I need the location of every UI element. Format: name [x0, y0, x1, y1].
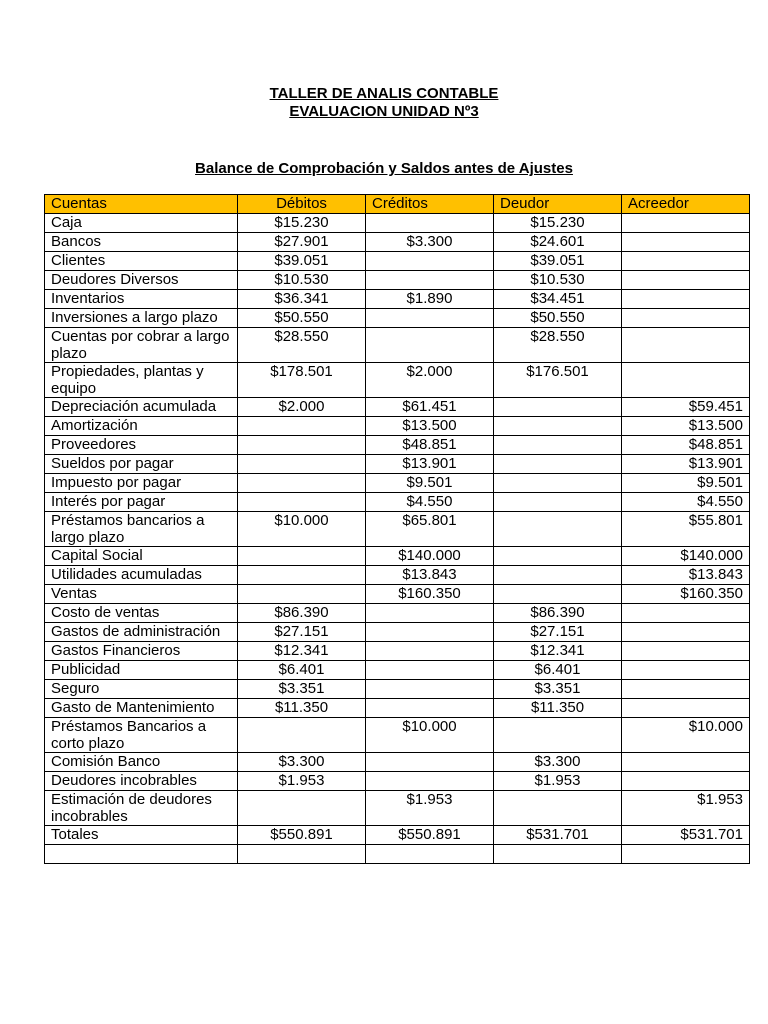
- cell-cuenta: Préstamos bancarios a largo plazo: [45, 512, 238, 547]
- cell-deudor: $50.550: [494, 309, 622, 328]
- cell-cuenta: Caja: [45, 214, 238, 233]
- cell-creditos: [366, 604, 494, 623]
- table-row: [45, 680, 750, 699]
- table-row: [45, 642, 750, 661]
- cell-cuenta: Gastos Financieros: [45, 642, 238, 661]
- cell-cuenta: Proveedores: [45, 436, 238, 455]
- table-row: [45, 363, 750, 398]
- cell-debitos: [238, 547, 366, 566]
- cell-creditos: [366, 845, 494, 864]
- cell-acreedor: $140.000: [622, 547, 750, 566]
- cell-deudor: [494, 791, 622, 826]
- column-header-acreedor: Acreedor: [622, 195, 750, 214]
- cell-acreedor: [622, 363, 750, 398]
- cell-creditos: [366, 309, 494, 328]
- cell-deudor: $3.300: [494, 753, 622, 772]
- cell-debitos: $2.000: [238, 398, 366, 417]
- cell-debitos: $10.000: [238, 512, 366, 547]
- table-row: [45, 436, 750, 455]
- cell-cuenta: Bancos: [45, 233, 238, 252]
- cell-cuenta: Utilidades acumuladas: [45, 566, 238, 585]
- cell-debitos: $11.350: [238, 699, 366, 718]
- cell-cuenta: Ventas: [45, 585, 238, 604]
- column-header-cuentas: Cuentas: [45, 195, 238, 214]
- cell-acreedor: $160.350: [622, 585, 750, 604]
- cell-creditos: $13.901: [366, 455, 494, 474]
- cell-debitos: $86.390: [238, 604, 366, 623]
- table-row: [45, 547, 750, 566]
- cell-cuenta: Clientes: [45, 252, 238, 271]
- table-row: [45, 309, 750, 328]
- cell-creditos: [366, 328, 494, 363]
- cell-cuenta: Totales: [45, 826, 238, 845]
- cell-creditos: [366, 753, 494, 772]
- cell-acreedor: [622, 328, 750, 363]
- cell-creditos: $550.891: [366, 826, 494, 845]
- cell-creditos: $13.500: [366, 417, 494, 436]
- cell-cuenta: Depreciación acumulada: [45, 398, 238, 417]
- table-row: [45, 474, 750, 493]
- cell-deudor: [494, 493, 622, 512]
- cell-acreedor: [622, 214, 750, 233]
- cell-creditos: [366, 680, 494, 699]
- cell-creditos: [366, 661, 494, 680]
- table-row: [45, 493, 750, 512]
- cell-creditos: $13.843: [366, 566, 494, 585]
- table-row: [45, 826, 750, 845]
- table-body: [45, 214, 750, 864]
- cell-debitos: $12.341: [238, 642, 366, 661]
- cell-acreedor: $55.801: [622, 512, 750, 547]
- table-row: [45, 791, 750, 826]
- cell-deudor: [494, 436, 622, 455]
- cell-acreedor: $531.701: [622, 826, 750, 845]
- cell-deudor: $39.051: [494, 252, 622, 271]
- cell-deudor: [494, 417, 622, 436]
- cell-creditos: [366, 623, 494, 642]
- cell-cuenta: Seguro: [45, 680, 238, 699]
- cell-acreedor: $4.550: [622, 493, 750, 512]
- cell-deudor: [494, 512, 622, 547]
- table-row: [45, 512, 750, 547]
- table-row: [45, 623, 750, 642]
- table-row: [45, 417, 750, 436]
- cell-deudor: $531.701: [494, 826, 622, 845]
- cell-cuenta: Cuentas por cobrar a largo plazo: [45, 328, 238, 363]
- cell-creditos: $1.953: [366, 791, 494, 826]
- cell-cuenta: Capital Social: [45, 547, 238, 566]
- cell-debitos: [238, 845, 366, 864]
- cell-acreedor: [622, 642, 750, 661]
- cell-cuenta: Deudores Diversos: [45, 271, 238, 290]
- cell-acreedor: $13.901: [622, 455, 750, 474]
- table-row: [45, 271, 750, 290]
- cell-cuenta: Interés por pagar: [45, 493, 238, 512]
- cell-debitos: $3.300: [238, 753, 366, 772]
- column-header-debitos: Débitos: [238, 195, 366, 214]
- cell-acreedor: [622, 661, 750, 680]
- cell-deudor: $6.401: [494, 661, 622, 680]
- trial-balance-table: [44, 194, 750, 864]
- column-header-creditos: Créditos: [366, 195, 494, 214]
- table-row: [45, 290, 750, 309]
- cell-acreedor: [622, 252, 750, 271]
- table-row: [45, 252, 750, 271]
- cell-deudor: $86.390: [494, 604, 622, 623]
- cell-deudor: [494, 585, 622, 604]
- cell-debitos: $1.953: [238, 772, 366, 791]
- cell-debitos: [238, 436, 366, 455]
- cell-acreedor: [622, 290, 750, 309]
- cell-deudor: $11.350: [494, 699, 622, 718]
- cell-creditos: [366, 642, 494, 661]
- cell-deudor: $10.530: [494, 271, 622, 290]
- cell-deudor: [494, 398, 622, 417]
- cell-debitos: [238, 566, 366, 585]
- cell-cuenta: Publicidad: [45, 661, 238, 680]
- cell-acreedor: $59.451: [622, 398, 750, 417]
- cell-acreedor: [622, 271, 750, 290]
- cell-acreedor: $1.953: [622, 791, 750, 826]
- cell-cuenta: Inventarios: [45, 290, 238, 309]
- cell-creditos: $140.000: [366, 547, 494, 566]
- cell-acreedor: [622, 845, 750, 864]
- cell-debitos: [238, 417, 366, 436]
- cell-deudor: $1.953: [494, 772, 622, 791]
- cell-cuenta: Amortización: [45, 417, 238, 436]
- cell-deudor: $12.341: [494, 642, 622, 661]
- table-row: [45, 328, 750, 363]
- cell-cuenta: Estimación de deudores incobrables: [45, 791, 238, 826]
- cell-debitos: [238, 493, 366, 512]
- cell-deudor: $34.451: [494, 290, 622, 309]
- cell-cuenta: Inversiones a largo plazo: [45, 309, 238, 328]
- table-row: [45, 455, 750, 474]
- cell-creditos: [366, 271, 494, 290]
- document-title: [0, 85, 768, 121]
- cell-cuenta: Propiedades, plantas y equipo: [45, 363, 238, 398]
- cell-acreedor: $9.501: [622, 474, 750, 493]
- cell-cuenta: Deudores incobrables: [45, 772, 238, 791]
- cell-creditos: [366, 214, 494, 233]
- cell-acreedor: $10.000: [622, 718, 750, 753]
- cell-acreedor: [622, 604, 750, 623]
- table-row: [45, 214, 750, 233]
- title-line-1: TALLER DE ANALIS CONTABLE: [269, 85, 499, 102]
- cell-creditos: $9.501: [366, 474, 494, 493]
- cell-acreedor: $48.851: [622, 436, 750, 455]
- cell-deudor: [494, 547, 622, 566]
- cell-debitos: $3.351: [238, 680, 366, 699]
- cell-debitos: [238, 585, 366, 604]
- table-row: [45, 233, 750, 252]
- table-row: [45, 661, 750, 680]
- table-row: [45, 718, 750, 753]
- table-row: [45, 772, 750, 791]
- cell-deudor: [494, 455, 622, 474]
- cell-debitos: $550.891: [238, 826, 366, 845]
- cell-debitos: $50.550: [238, 309, 366, 328]
- cell-debitos: $15.230: [238, 214, 366, 233]
- cell-creditos: [366, 252, 494, 271]
- cell-acreedor: [622, 772, 750, 791]
- cell-deudor: [494, 845, 622, 864]
- table-row: [45, 604, 750, 623]
- cell-cuenta: [45, 845, 238, 864]
- title-line-2: EVALUACION UNIDAD Nº3: [289, 103, 479, 120]
- table-row: [45, 585, 750, 604]
- table-title: Balance de Comprobación y Saldos antes de Ajustes: [195, 160, 573, 177]
- cell-deudor: $24.601: [494, 233, 622, 252]
- cell-cuenta: Préstamos Bancarios a corto plazo: [45, 718, 238, 753]
- cell-creditos: $160.350: [366, 585, 494, 604]
- table-row: [45, 699, 750, 718]
- cell-debitos: $39.051: [238, 252, 366, 271]
- cell-acreedor: [622, 309, 750, 328]
- cell-acreedor: $13.843: [622, 566, 750, 585]
- cell-deudor: $3.351: [494, 680, 622, 699]
- table-row: [45, 753, 750, 772]
- cell-debitos: $27.901: [238, 233, 366, 252]
- cell-debitos: [238, 455, 366, 474]
- cell-deudor: [494, 474, 622, 493]
- cell-creditos: $10.000: [366, 718, 494, 753]
- cell-creditos: $65.801: [366, 512, 494, 547]
- cell-deudor: [494, 718, 622, 753]
- cell-cuenta: Comisión Banco: [45, 753, 238, 772]
- cell-creditos: $2.000: [366, 363, 494, 398]
- cell-debitos: $178.501: [238, 363, 366, 398]
- cell-debitos: [238, 791, 366, 826]
- cell-deudor: $28.550: [494, 328, 622, 363]
- table-header-row: [45, 195, 750, 214]
- cell-cuenta: Costo de ventas: [45, 604, 238, 623]
- table-row: [45, 398, 750, 417]
- cell-acreedor: [622, 233, 750, 252]
- cell-deudor: $176.501: [494, 363, 622, 398]
- cell-deudor: $27.151: [494, 623, 622, 642]
- cell-creditos: [366, 772, 494, 791]
- table-row: [45, 566, 750, 585]
- cell-acreedor: [622, 680, 750, 699]
- cell-creditos: $4.550: [366, 493, 494, 512]
- cell-cuenta: Sueldos por pagar: [45, 455, 238, 474]
- cell-debitos: [238, 718, 366, 753]
- cell-creditos: $1.890: [366, 290, 494, 309]
- cell-deudor: [494, 566, 622, 585]
- table-row: [45, 845, 750, 864]
- cell-debitos: $10.530: [238, 271, 366, 290]
- cell-creditos: [366, 699, 494, 718]
- cell-debitos: $36.341: [238, 290, 366, 309]
- cell-debitos: [238, 474, 366, 493]
- cell-debitos: $27.151: [238, 623, 366, 642]
- cell-deudor: $15.230: [494, 214, 622, 233]
- cell-acreedor: [622, 699, 750, 718]
- cell-acreedor: [622, 623, 750, 642]
- cell-debitos: $6.401: [238, 661, 366, 680]
- column-header-deudor: Deudor: [494, 195, 622, 214]
- cell-creditos: $3.300: [366, 233, 494, 252]
- cell-acreedor: $13.500: [622, 417, 750, 436]
- cell-acreedor: [622, 753, 750, 772]
- cell-creditos: $48.851: [366, 436, 494, 455]
- cell-cuenta: Gastos de administración: [45, 623, 238, 642]
- cell-creditos: $61.451: [366, 398, 494, 417]
- cell-cuenta: Gasto de Mantenimiento: [45, 699, 238, 718]
- cell-cuenta: Impuesto por pagar: [45, 474, 238, 493]
- cell-debitos: $28.550: [238, 328, 366, 363]
